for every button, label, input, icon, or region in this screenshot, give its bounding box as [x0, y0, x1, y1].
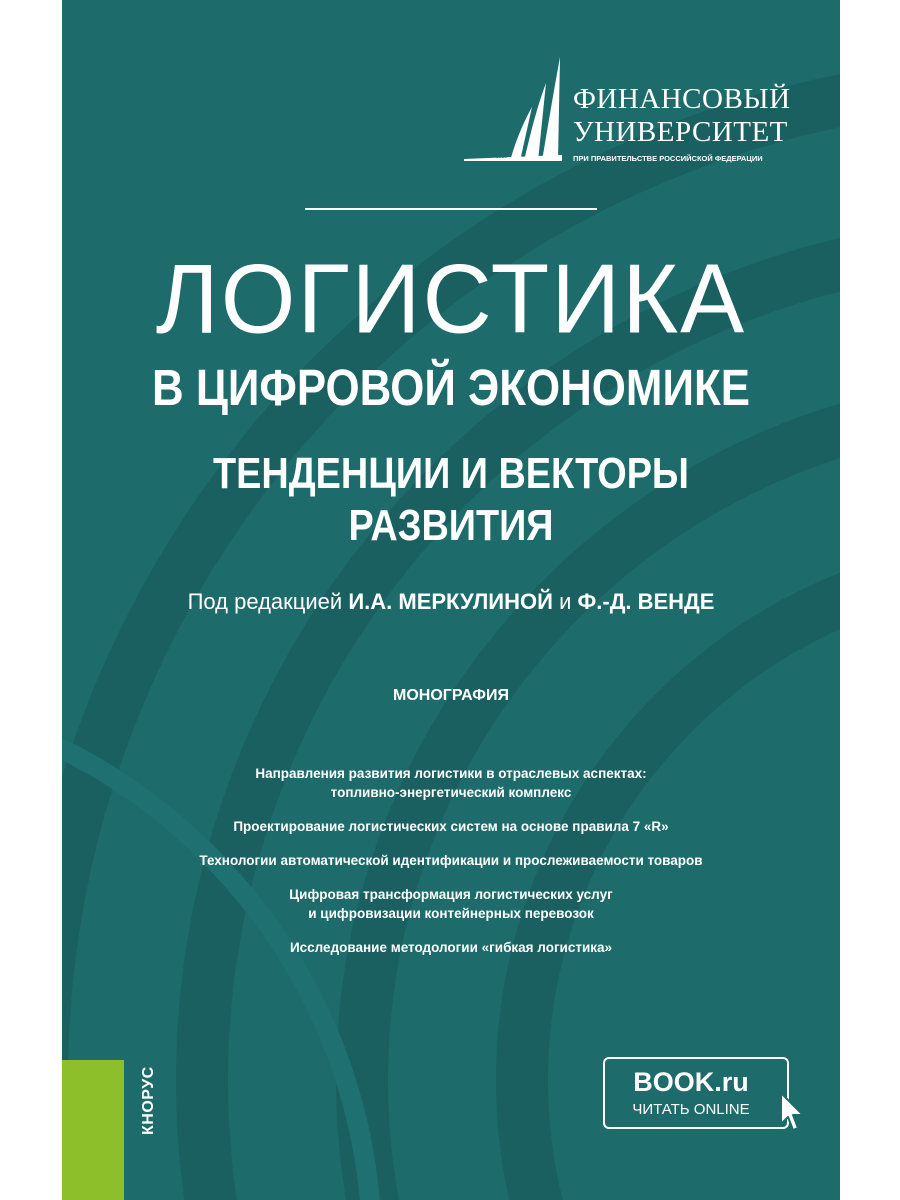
topic-line: Проектирование логистических систем на основе правила 7 «R» [233, 819, 669, 834]
university-name-line2: УНИВЕРСИТЕТ [573, 116, 788, 148]
genre-label: МОНОГРАФИЯ [393, 687, 509, 704]
topic-item [62, 885, 840, 923]
bookru-name: BOOK.ru [633, 1067, 749, 1097]
bookru-badge[interactable] [603, 1057, 789, 1129]
publisher-color-strip [62, 1060, 124, 1200]
topics-list [62, 764, 840, 972]
publisher-name: КНОРУС [140, 1066, 157, 1135]
editors-conjunction: и [559, 589, 572, 614]
topic-line: Цифровая трансформация логистических услуг [289, 887, 613, 902]
topic-line: Направления развития логистики в отраслевых аспектах: [255, 766, 647, 781]
university-name [573, 83, 791, 149]
editors-line [62, 588, 840, 616]
title-main: ЛОГИСТИКА [155, 244, 747, 355]
university-sails-logo-icon [462, 55, 572, 167]
topic-item [62, 764, 840, 802]
topic-line: топливно-энергетический комплекс [330, 785, 572, 800]
mouse-cursor-icon [778, 1090, 808, 1136]
book-cover [62, 0, 840, 1200]
divider-line [305, 208, 597, 210]
topic-item [62, 938, 840, 957]
topic-line: Технологии автоматической идентификации и прослеживаемости товаров [199, 853, 703, 868]
topic-item [62, 817, 840, 836]
editors-prefix: Под редакцией [187, 589, 343, 614]
subtitle: ТЕНДЕНЦИИ И ВЕКТОРЫ РАЗВИТИЯ [213, 449, 689, 550]
editor-1: И.А. МЕРКУЛИНОЙ [348, 589, 553, 614]
topic-item [62, 851, 840, 870]
topic-line: Исследование методологии «гибкая логистика» [289, 940, 613, 955]
editor-2: Ф.-Д. ВЕНДЕ [577, 589, 715, 614]
logo-year: 1919 [496, 154, 508, 160]
title-line2: В ЦИФРОВОЙ ЭКОНОМИКЕ [151, 359, 751, 416]
university-logo [462, 55, 802, 170]
university-name-line1: ФИНАНСОВЫЙ [573, 83, 791, 115]
topic-line: и цифровизации контейнерных перевозок [308, 906, 594, 921]
bookru-subtitle: ЧИТАТЬ ONLINE [632, 1101, 750, 1118]
university-subtitle: ПРИ ПРАВИТЕЛЬСТВЕ РОССИЙСКОЙ ФЕДЕРАЦИИ [573, 154, 763, 163]
